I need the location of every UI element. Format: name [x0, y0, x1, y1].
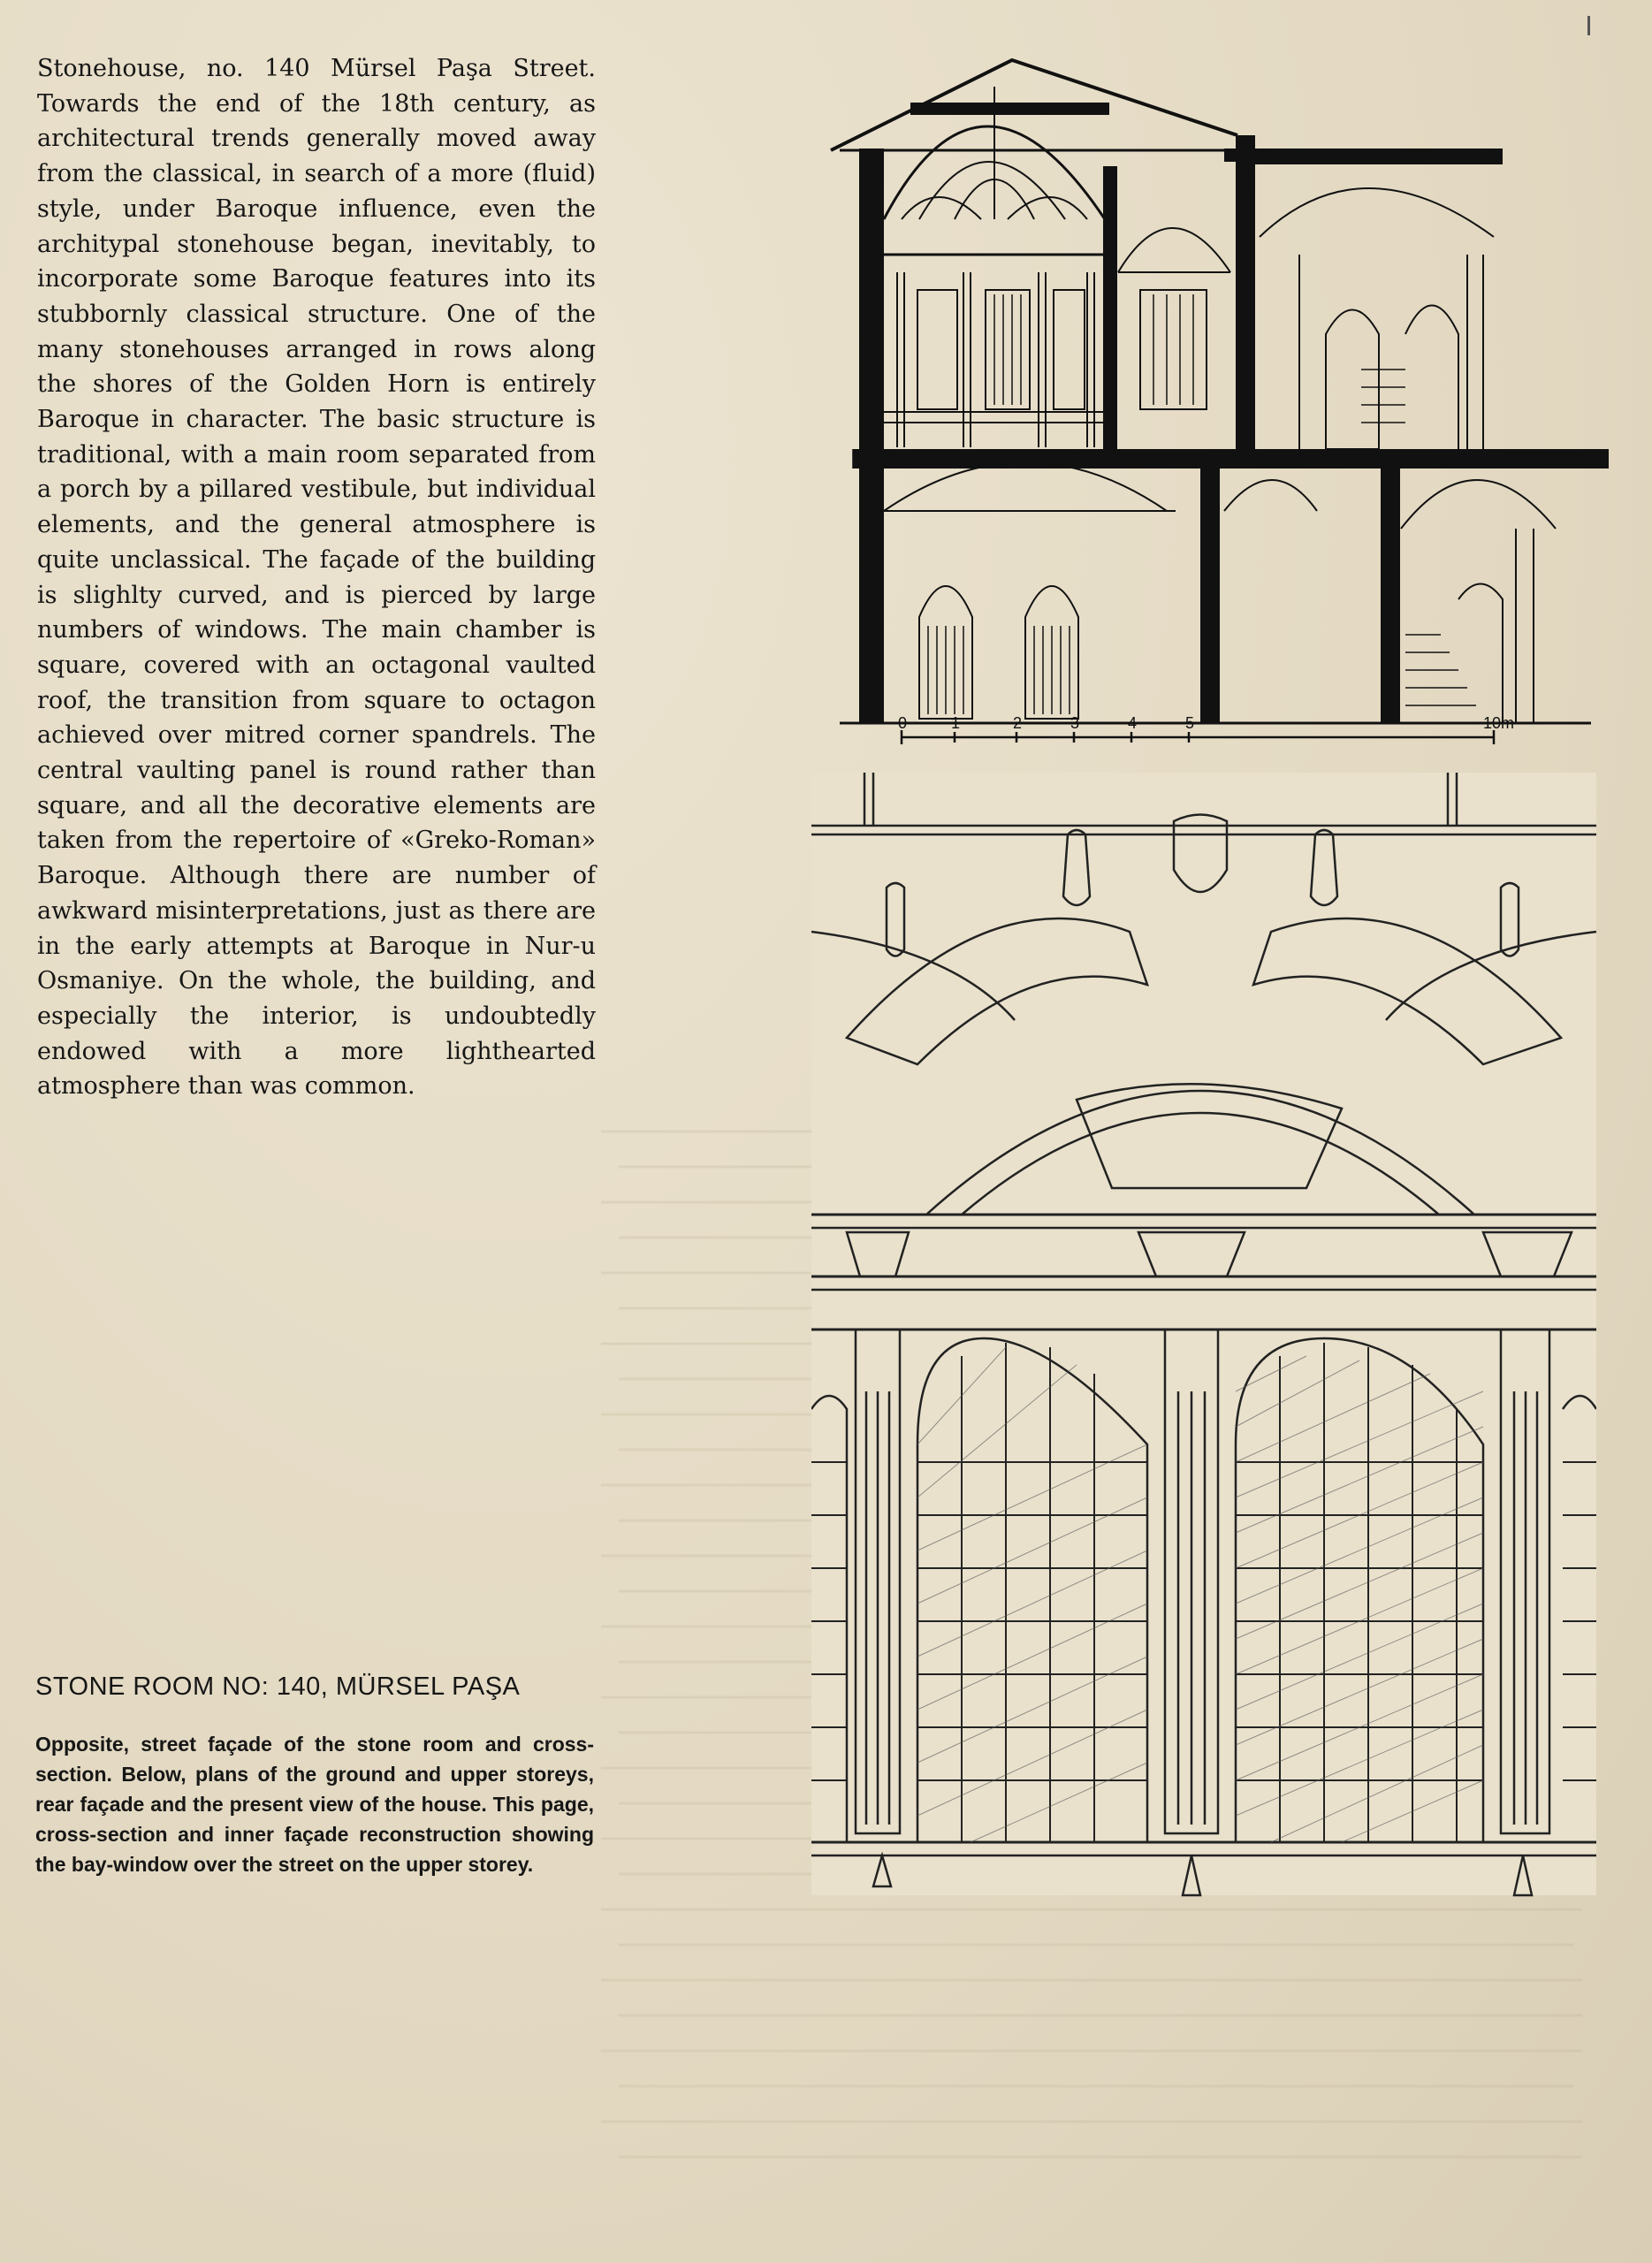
- inner-facade-drawing: [811, 773, 1596, 1920]
- scale-tick-2: 2: [1013, 714, 1023, 732]
- caption-text: Opposite, street façade of the stone room and cross-section. Below, plans of the ground and upper storeys, rear façade and the present view of the house. This page, cross-section and inner façade reconstruction showing the bay-window over the street on the upper storey.: [35, 1733, 594, 1876]
- scale-tick-10m: 10m: [1483, 714, 1515, 732]
- scale-tick-3: 3: [1070, 714, 1080, 732]
- cross-section-drawing: [822, 51, 1609, 750]
- scale-tick-1: 1: [951, 714, 961, 732]
- scale-tick-0: 0: [898, 714, 908, 732]
- caption-title: STONE ROOM NO: 140, MÜRSEL PAŞA: [35, 1672, 521, 1701]
- scale-tick-4: 4: [1128, 714, 1138, 732]
- scale-tick-5: 5: [1185, 714, 1195, 732]
- article-body-text: Stonehouse, no. 140 Mürsel Paşa Street. Towards the end of the 18th century, as architectural trends generally moved away from the classical, in search of a more (fluid) style, under Baroque influence, even the architypal stonehouse began, inevitably, to incorporate some Baroque features into its stubbornly classical structure. One of the many stonehouses arranged in rows along the shores of the Golden Horn is entirely Baroque in character. The basic structure is traditional, with a main room separated from a porch by a pillared vestibule, but individual elements, and the general atmosphere is quite unclassical. The façade of the building is slighlty curved, and is pierced by large numbers of windows. The main chamber is square, covered with an octagonal vaulted roof, the transition from square to octagon achieved over mitred corner spandrels. The central vaulting panel is round rather than square, and all the decorative elements are taken from the repertoire of «Greko-Roman» Baroque. Although there are number of awkward misinterpretations, just as there are in the early attempts at Baroque in Nur-u Osmaniye. On the whole, the building, and especially the interior, is undoubtedly endowed with a more lighthearted atmosphere than was common.: [37, 55, 596, 1101]
- print-mark: [1587, 16, 1590, 35]
